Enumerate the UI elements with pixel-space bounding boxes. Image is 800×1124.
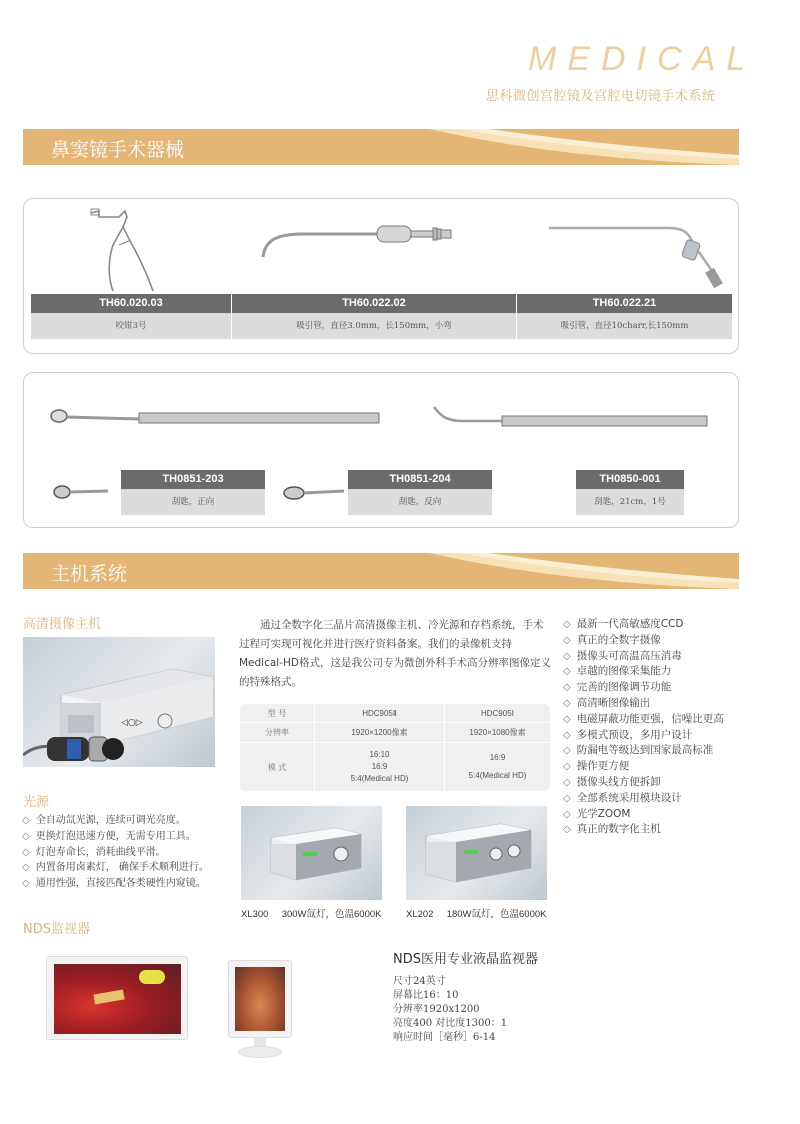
instrument-box-2 xyxy=(23,372,739,528)
feature-text: 最新一代高敏感度CCD xyxy=(576,618,684,630)
diamond-bullet-icon: ◇ xyxy=(563,713,571,725)
monitor-title: NDS监视器 xyxy=(23,922,90,937)
section-title: 鼻窦镜手术器械 xyxy=(51,139,185,161)
diamond-bullet-icon: ◇ xyxy=(563,634,571,646)
feature-item xyxy=(563,617,724,633)
light-feature-list xyxy=(22,813,209,892)
monitor-screen xyxy=(54,964,181,1034)
spec-value xyxy=(315,743,445,791)
xl202-caption xyxy=(406,906,546,920)
section-band-host-system xyxy=(23,553,739,589)
nds-spec-item: 屏幕比16：10 xyxy=(393,990,459,1001)
swoosh-decoration-icon xyxy=(419,129,739,165)
camera-host-icon xyxy=(23,637,215,767)
diamond-bullet-icon: ◇ xyxy=(563,824,571,836)
light-source-unit-icon xyxy=(406,806,547,900)
curette-reverse-icon xyxy=(282,483,346,501)
product-desc: 刮匙，21cm，1号 xyxy=(576,489,684,515)
diamond-bullet-icon: ◇ xyxy=(563,619,571,630)
feature-text: 全自动氙光源，连续可调光亮度。 xyxy=(35,815,186,826)
feature-item xyxy=(563,712,724,728)
product-desc: 300W氙灯，色温6000K xyxy=(281,909,382,920)
svg-text:◁○▷: ◁○▷ xyxy=(121,718,143,728)
nds-product-title: NDS医用专业液晶监视器 xyxy=(393,952,538,967)
diamond-bullet-icon: ◇ xyxy=(22,815,30,826)
feature-item xyxy=(22,829,209,845)
mode-option: 16:10 xyxy=(369,750,390,759)
brand-title: MEDICAL xyxy=(528,40,757,78)
brand-subtitle: 思科微创宫腔镜及宫腔电切镜手术系统 xyxy=(486,89,716,104)
mode-option: 16:9 xyxy=(489,753,506,762)
product-cell-TH60.022.02 xyxy=(232,294,516,339)
diamond-bullet-icon: ◇ xyxy=(563,761,571,773)
curette-angled-long-icon xyxy=(432,405,712,429)
swoosh-decoration-icon xyxy=(419,553,739,589)
section-band-instruments xyxy=(23,129,739,165)
product-desc: 吸引管，直径3.0mm，长150mm，小弯 xyxy=(232,313,516,339)
diamond-bullet-icon: ◇ xyxy=(22,846,30,858)
camera-feature-list xyxy=(563,617,724,838)
feature-item xyxy=(563,664,724,680)
feature-text: 电磁屏蔽功能更强，信噪比更高 xyxy=(576,712,724,725)
product-desc: 刮匙，正向 xyxy=(121,489,265,515)
suction-tube-straight-icon xyxy=(549,219,729,289)
diamond-bullet-icon: ◇ xyxy=(563,729,571,741)
spec-value: HDC905Ⅰ xyxy=(480,708,515,718)
feature-text: 摄像头可高温高压消毒 xyxy=(576,649,682,662)
camera-description: 通过全数字化三晶片高清摄像主机、冷光源和存档系统，手术过程可实现可视化并进行医疗资料备案。我们的录像机支持Medical-HD格式，这是我公司专为微创外科手术高分辨率图像定义的特殊格式。 xyxy=(239,619,551,688)
product-code: TH60.022.02 xyxy=(232,294,516,313)
feature-item xyxy=(22,860,209,876)
mode-option: 5:4(Medical HD) xyxy=(350,774,409,783)
feature-text: 操作更方便 xyxy=(576,760,630,773)
product-code: TH0851-204 xyxy=(348,470,492,489)
product-cell-TH0850-001 xyxy=(576,470,684,515)
feature-text: 更换灯泡迅速方便，无需专用工具。 xyxy=(35,830,196,842)
curette-long-icon xyxy=(49,405,389,429)
product-cell-TH0851-204 xyxy=(348,470,492,515)
feature-text: 通用性强，直接匹配各类硬性内窥镜。 xyxy=(35,878,206,890)
nds-spec-item: 亮度400 对比度1300：1 xyxy=(393,1018,508,1029)
nds-spec-list xyxy=(393,975,507,1045)
camera-host-title: 高清摄像主机 xyxy=(23,617,102,632)
nds-spec-item: 尺寸24英寸 xyxy=(393,976,446,987)
spec-row-resolution xyxy=(240,723,550,743)
spec-row-mode xyxy=(240,743,550,791)
spec-row-model xyxy=(240,704,550,723)
product-desc: 刮匙，反向 xyxy=(348,489,492,515)
spec-label: 型 号 xyxy=(240,704,315,722)
curette-icon xyxy=(52,483,112,501)
feature-item xyxy=(563,680,724,696)
spec-value: HDC905Ⅱ xyxy=(315,704,445,722)
diamond-bullet-icon: ◇ xyxy=(22,830,30,842)
feature-item xyxy=(22,845,209,861)
diamond-bullet-icon: ◇ xyxy=(563,682,571,694)
feature-text: 摄像头线方便拆卸 xyxy=(576,775,661,788)
product-cell-TH60.020.03 xyxy=(31,294,231,339)
spec-value: 1920×1080像素 xyxy=(469,728,526,737)
spec-value xyxy=(445,743,550,791)
diamond-bullet-icon: ◇ xyxy=(563,808,571,820)
rongeur-forceps-icon xyxy=(89,205,169,293)
spec-label: 分辨率 xyxy=(240,723,315,742)
feature-text: 高清晰图像输出 xyxy=(576,696,651,709)
feature-item xyxy=(563,696,724,712)
product-code: TH60.020.03 xyxy=(31,294,231,313)
feature-item xyxy=(563,807,724,823)
diamond-bullet-icon: ◇ xyxy=(563,650,571,662)
feature-text: 完善的图像调节功能 xyxy=(576,681,672,694)
product-desc: 180W氙灯，色温6000K xyxy=(446,909,547,920)
feature-item xyxy=(563,649,724,665)
feature-item xyxy=(563,728,724,744)
diamond-bullet-icon: ◇ xyxy=(563,776,571,788)
spec-label: 模 式 xyxy=(240,743,315,791)
monitor-stand-photo xyxy=(228,960,292,1060)
feature-text: 真正的全数字摄像 xyxy=(576,633,661,646)
diamond-bullet-icon: ◇ xyxy=(563,792,571,804)
xl300-caption xyxy=(241,906,381,920)
nds-spec-item: 分辨率1920x1200 xyxy=(393,1004,480,1015)
diamond-bullet-icon: ◇ xyxy=(22,862,30,874)
diamond-bullet-icon: ◇ xyxy=(22,878,30,890)
camera-host-photo xyxy=(23,637,215,767)
feature-item xyxy=(563,759,724,775)
camera-spec-table xyxy=(240,704,550,791)
product-model: XL300 xyxy=(241,909,269,920)
product-cell-TH60.022.21 xyxy=(517,294,732,339)
product-code: TH0851-203 xyxy=(121,470,265,489)
product-cell-TH0851-203 xyxy=(121,470,265,515)
feature-text: 灯泡寿命长，消耗曲线平滑。 xyxy=(35,846,166,858)
product-desc: 咬钳3号 xyxy=(31,313,231,339)
feature-text: 多模式预设，多用户设计 xyxy=(576,728,693,741)
feature-text: 防漏电等级达到国家最高标准 xyxy=(576,744,714,757)
xl202-photo xyxy=(406,806,547,900)
feature-item xyxy=(563,822,724,838)
feature-item xyxy=(563,775,724,791)
diamond-bullet-icon: ◇ xyxy=(563,745,571,757)
feature-item xyxy=(22,813,209,829)
light-source-unit-icon xyxy=(241,806,382,900)
light-source-title: 光源 xyxy=(23,795,50,810)
diamond-bullet-icon: ◇ xyxy=(563,666,571,678)
monitor-wide-photo xyxy=(46,956,188,1040)
nds-spec-item: 响应时间［毫秒］6-14 xyxy=(393,1032,496,1043)
feature-item xyxy=(563,743,724,759)
product-model: XL202 xyxy=(406,909,434,920)
feature-text: 全部系统采用模块设计 xyxy=(576,791,682,804)
feature-item xyxy=(563,791,724,807)
feature-text: 光学ZOOM xyxy=(576,807,631,820)
diamond-bullet-icon: ◇ xyxy=(563,697,571,709)
feature-text: 卓越的图像采集能力 xyxy=(576,665,672,678)
instrument-box-1 xyxy=(23,198,739,354)
feature-text: 真正的数字化主机 xyxy=(576,823,661,836)
mode-option: 5:4(Medical HD) xyxy=(468,771,527,780)
section-title: 主机系统 xyxy=(51,563,128,585)
product-code: TH60.022.21 xyxy=(517,294,732,313)
feature-text: 内置备用卤素灯， 确保手术顺利进行。 xyxy=(35,862,209,874)
feature-item xyxy=(22,876,209,892)
product-code: TH0850-001 xyxy=(576,470,684,489)
xl300-photo xyxy=(241,806,382,900)
suction-tube-icon xyxy=(259,219,469,264)
feature-item xyxy=(563,633,724,649)
mode-option: 16:9 xyxy=(371,762,388,771)
spec-value: 1920×1200像素 xyxy=(315,723,445,742)
product-desc: 吸引管，直径10charr,长150mm xyxy=(517,313,732,339)
